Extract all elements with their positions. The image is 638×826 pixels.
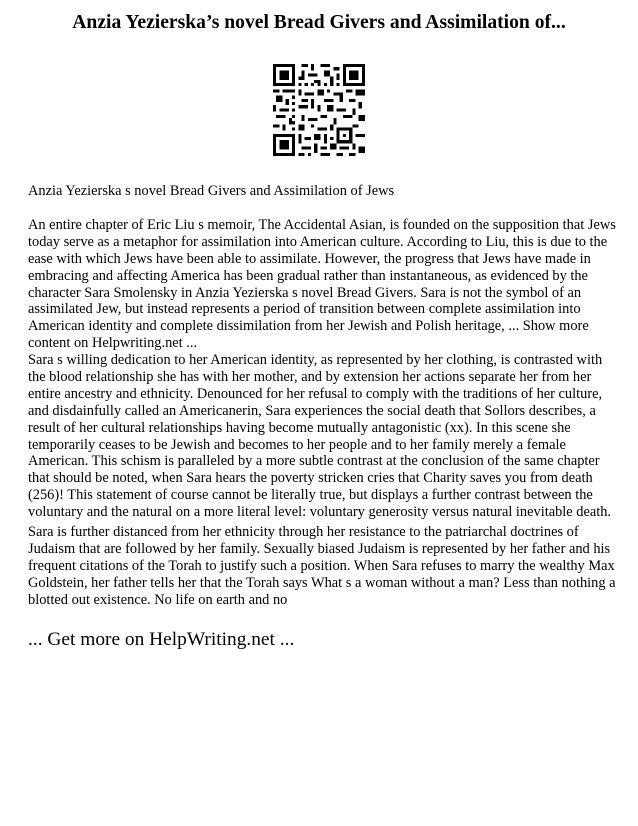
text-line: American identity and complete dissimilation from her Jewish and Polish heritage, ... Show more [28, 318, 589, 335]
text-line: temporarily ceases to be Jewish and becomes to her people and to her family merely a female [28, 436, 566, 453]
text-line: the blood relationship she has with her mother, and by extension her actions separate her from her [28, 369, 592, 386]
text-line: Goldstein, her father tells her that the Torah says What s a woman without a man? Less than nothing a [28, 574, 616, 591]
text-line: today serve as a metaphor for assimilation into American culture. According to Liu, this is due to the [28, 233, 608, 250]
text-line: frequent citations of the Torah to justify such a position. When Sara refuses to marry the wealthy Max [28, 557, 615, 574]
text-line: Judaism that are followed by her family. Sexually biased Judaism is represented by her father and his [28, 540, 611, 557]
text-line: that should be noted, when Sara hears the poverty stricken cries that Charity saves you from death [28, 470, 593, 487]
text-line: blotted out existence. No life on earth and no [28, 591, 288, 608]
get-more-link[interactable]: ... Get more on HelpWriting.net ... [28, 629, 295, 650]
text-line: Sara s willing dedication to her American identity, as represented by her clothing, is contrasted with [28, 352, 603, 369]
text-line: character Sara Smolensky in Anzia Yezierska s novel Bread Givers. Sara is not the symbol of an [28, 284, 582, 301]
qr-code-icon [273, 64, 365, 156]
document-subtitle: Anzia Yezierska s novel Bread Givers and Assimilation of Jews [28, 183, 395, 199]
text-line: entire ancestry and ethnicity. Denounced for her refusal to comply with the traditions of her culture, [28, 385, 603, 402]
paragraph-1 [28, 217, 616, 521]
text-line: ease with which Jews have been able to assimilate. However, the progress that Jews have made in [28, 250, 591, 267]
text-line: voluntary and the natural on a more literal level: voluntary generosity versus natural inevitable death. [28, 504, 612, 521]
text-line: American. This schism is paralleled by a more subtle contrast at the conclusion of the same chapter [28, 453, 600, 470]
text-line: embracing and affecting America has been gradual rather than instantaneous, as evidenced by the [28, 267, 588, 284]
text-line: assimilated Jew, but instead represents a period of transition between complete assimilation into [28, 301, 581, 318]
paragraph-2 [28, 524, 616, 608]
text-line: result of her cultural relationships having become mutually antagonistic (xx). In this scene she [28, 419, 571, 436]
text-line: and disdainfully called an Americanerin, Sara experiences the social death that Sollors describes, a [28, 402, 596, 419]
page-title: Anzia Yezierska’s novel Bread Givers and Assimilation of... [72, 12, 566, 33]
text-line: (256)! This statement of course cannot be literally true, but displays a further contrast between the [28, 487, 593, 504]
text-line: An entire chapter of Eric Liu s memoir, The Accidental Asian, is founded on the supposition that Jews [28, 217, 616, 233]
text-line: content on Helpwriting.net ... [28, 335, 198, 352]
text-line: Sara is further distanced from her ethnicity through her resistance to the patriarchal doctrines of [28, 524, 579, 540]
